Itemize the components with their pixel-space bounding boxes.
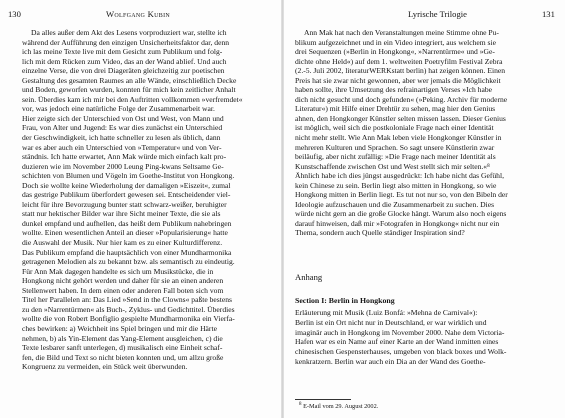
text-line: Ideologie aufzuschauen und die Zusammenarbeit zu suchen. Dies — [295, 199, 495, 209]
text-line: ches bewirken: a) Weichheit ins Spiel bringen und mir die Härte — [22, 323, 217, 333]
text-line: statt nur hektischer Bilder war ihre Sicht meiner Texte, die sie als — [22, 209, 221, 219]
text-line: Ann Mak hat nach den Veranstaltungen meine Stimme ohne Pu- — [304, 28, 499, 37]
footnote-rule — [295, 399, 351, 400]
text-line: Da alles außer dem Akt des Lesens vorproduziert war, stellte ich — [31, 28, 227, 37]
text-line: ahnen, den Hongkonger Künstler selten missen lassen. Dieser Genius — [295, 113, 506, 123]
text-line: ich las meine Texte live mit dem Gesicht zum Publikum und folg- — [22, 47, 223, 57]
text-line: getragenen Melodien als zu bekannt bzw. als semantisch zu eindeutig. — [22, 257, 235, 267]
text-line: Das Publikum empfand die hauptsächlich von einer Mundharmonika — [22, 247, 232, 257]
text-line: Hongkong mitten in Berlin liegt. Es tut not nur so, von den Bibeln der — [295, 190, 508, 200]
right-page — [284, 0, 565, 418]
text-line: und Boden, geworfen wurden, konnten für mich kein zeitlicher Anhalt — [22, 85, 236, 95]
text-line: Titel her Parallelen an: Das Lied »Send in the Clowns« paßte bestens — [22, 295, 232, 305]
text-line: Gestaltung des gesamten Raumes an alle Wände, einschließlich Decke — [22, 75, 237, 85]
text-line: Ähnlich habe ich dies jüngst ausgedrückt: Ich habe nicht das Gefühl, — [295, 171, 504, 181]
text-line: der Geschwindigkeit, ich hatte schneller zu lesen als üblich, dann — [22, 133, 221, 143]
text-line: leicht für ihre Bevorzugung bunter statt schwarz-weißer, beruhigter — [22, 199, 227, 209]
text-line: einzelne Verse, die von drei Diageräten gleichzeitig zur poetischen — [22, 66, 225, 76]
right-page-body — [295, 28, 508, 238]
text-line: mehreren Kulturen und Sprachen. So sagt unsere Künstlerin zwar — [295, 142, 495, 152]
text-line: haben sollte, ihre Umsetzung des refrainartigen Verses »Ich habe — [295, 85, 493, 95]
text-line: Texte lesbarer sanft unterlegen, d) musikalisch eine Einheit schaf- — [22, 343, 223, 353]
text-line: vor, was jedoch eine natürliche Folge der Zusammenarbeit war. — [22, 104, 215, 114]
text-line: nehmen, b) als Yin-Element das Yang-Element ausgleichen, c) die — [22, 333, 223, 343]
running-head-left: Wolfgang Kubin — [106, 9, 170, 19]
text-line: die Auswahl der Musik. Nur hier kam es zu einer Kulturdifferenz. — [22, 238, 223, 248]
text-line: ist möglich, weil sich die postkoloniale Frage nach einer Identität — [295, 123, 494, 133]
text-line: dichte ohne Held«) auf dem 1. weltweiten Poetryfilm Festival Zebra — [295, 56, 503, 66]
text-line: Hafen war es ein Name auf einer Karte an der Wand inmitten eines — [295, 337, 499, 347]
text-line: dich nicht gesucht und doch gefunden« (»Peking. Archiv für moderne — [295, 94, 508, 104]
text-line: war es aber auch ein Unterschied von »Temperatur« und von Ver- — [22, 142, 222, 152]
text-line: Hongkong nicht gehört werden und daher für sie an einen anderen — [22, 276, 224, 286]
text-line: ständnis. Ich hatte erwartet, Ann Mak würde mich einfach kalt pro- — [22, 152, 227, 162]
text-line: Thema, sondern auch Quelle ständiger Inspiration sind? — [295, 228, 465, 238]
text-line: während der Aufführung den einzigen Unsicherheitsfaktor dar, denn — [22, 37, 230, 47]
text-line: das gestrige Publikum überfordert gewesen sei. Entscheidender viel- — [22, 190, 231, 200]
text-line: drei Sequenzen (»Berlin in Hongkong«, »Narrentürme« und »Ge- — [295, 47, 495, 57]
text-line: Erläuterung mit Musik (Luiz Bonfá: »Mehna de Carnival«): — [295, 308, 478, 317]
section-title: Section I: Berlin in Hongkong — [295, 296, 395, 305]
text-line: wollte die von Robert Bonfiglio gespielte Mundharmonika ein Vierfa- — [22, 314, 235, 324]
text-line: Hier zeigte sich der Unterschied von Ost und West, von Mann und — [22, 113, 224, 123]
text-line: nicht mehr stellt. Wie Ann Mak leben viele Hongkonger Künstler in — [295, 133, 502, 143]
text-line: wollte. Einen wesentlichen Anteil an dieser »Popularisierung« hatte — [22, 228, 228, 238]
text-line: kein Chinese zu sein. Berlin liegt also mitten in Hongkong, so wie — [295, 180, 497, 190]
text-line: (2.-5. Juli 2002, literaturWERKstatt berlin) hat zeigen können. Einen — [295, 66, 506, 76]
text-line: darauf hinweisen, daß mir »Fotografen in Hongkong« nicht nur ein — [295, 218, 500, 228]
footnote — [299, 402, 378, 410]
text-line: Doch sie wollte keine Wiederholung der damaligen »Eiszeit«, zumal — [22, 180, 231, 190]
page-number-left: 130 — [8, 9, 21, 19]
text-line: Kongruenz zu vermeiden, ein Stück weit überwunden. — [22, 362, 188, 372]
text-line: imaginär auch in Hongkong im November 2000. Nahe dem Victoria- — [295, 327, 505, 337]
text-line: Preis hat sie zwar nicht gewonnen, aber wer jemals die Möglichkeit — [295, 75, 501, 85]
text-line: fen, die Bild und Text so nicht bieten konnten und, um allzu große — [22, 352, 224, 362]
text-line: lich mit dem Rücken zum Video, das an der Wand ablief. Und auch — [22, 56, 227, 66]
running-head-right: Lyrische Trilogie — [408, 9, 467, 19]
text-line: würde nicht gern an die große Glocke hängt. Warum also noch eigens — [295, 209, 507, 219]
text-line: schichten von Blumen und Vögeln im Goethe-Institut von Hongkong. — [22, 171, 235, 181]
footnote-mark: 8 — [299, 402, 302, 407]
text-line: zu den »Narrentürmen« als Buch-, Zyklus- und Gedichttitel. Überdies — [22, 304, 235, 314]
text-line: beiläufig, aber nicht zufällig: »Die Frage nach meiner Identität als — [295, 152, 496, 162]
text-line: duzieren wie im November 2000 Leung Ping-kwans Seltsame Ge- — [22, 161, 224, 171]
text-line: Berlin ist ein Ort nicht nur in Deutschland, er war wirklich und — [295, 317, 487, 327]
text-line: Frau, von Alter und Jugend: Es war dies zunächst ein Unterschied — [22, 123, 223, 133]
text-line: Kunstschaffende zwischen Ost und West stellt sich mir selten.«⁸ — [295, 161, 490, 171]
left-page-body — [22, 28, 243, 372]
section-body — [295, 308, 506, 367]
left-page — [0, 0, 281, 418]
text-line: chinesischen Gespensterhauses, umgeben von black boxes und Wolk- — [295, 347, 507, 357]
text-line: dunkel empfand und aufhellen, das heißt dem Publikum nahebringen — [22, 218, 232, 228]
appendix-heading: Anhang — [295, 272, 323, 282]
text-line: Literatur«) mit Hilfe einer Drehtür zu sehen, mag hier den Genius — [295, 104, 496, 114]
page-number-right: 131 — [542, 9, 555, 19]
text-line: blikum aufgezeichnet und in ein Video integriert, aus welchem sie — [295, 37, 496, 47]
text-line: Stellenwert haben. In dem einen oder anderen Fall boten sich vom — [22, 285, 224, 295]
text-line: sein. Überdies kam ich mir bei den Auftritten vollkommen »verfremdet« — [22, 94, 243, 104]
text-line: kenkratzern. Berlin war auch ein Dia an der Wand des Goethe- — [295, 356, 486, 366]
footnote-text: E-Mail vom 29. August 2002. — [303, 403, 379, 411]
text-line: Für Ann Mak dagegen handelte es sich um Musikstücke, die in — [22, 266, 214, 276]
